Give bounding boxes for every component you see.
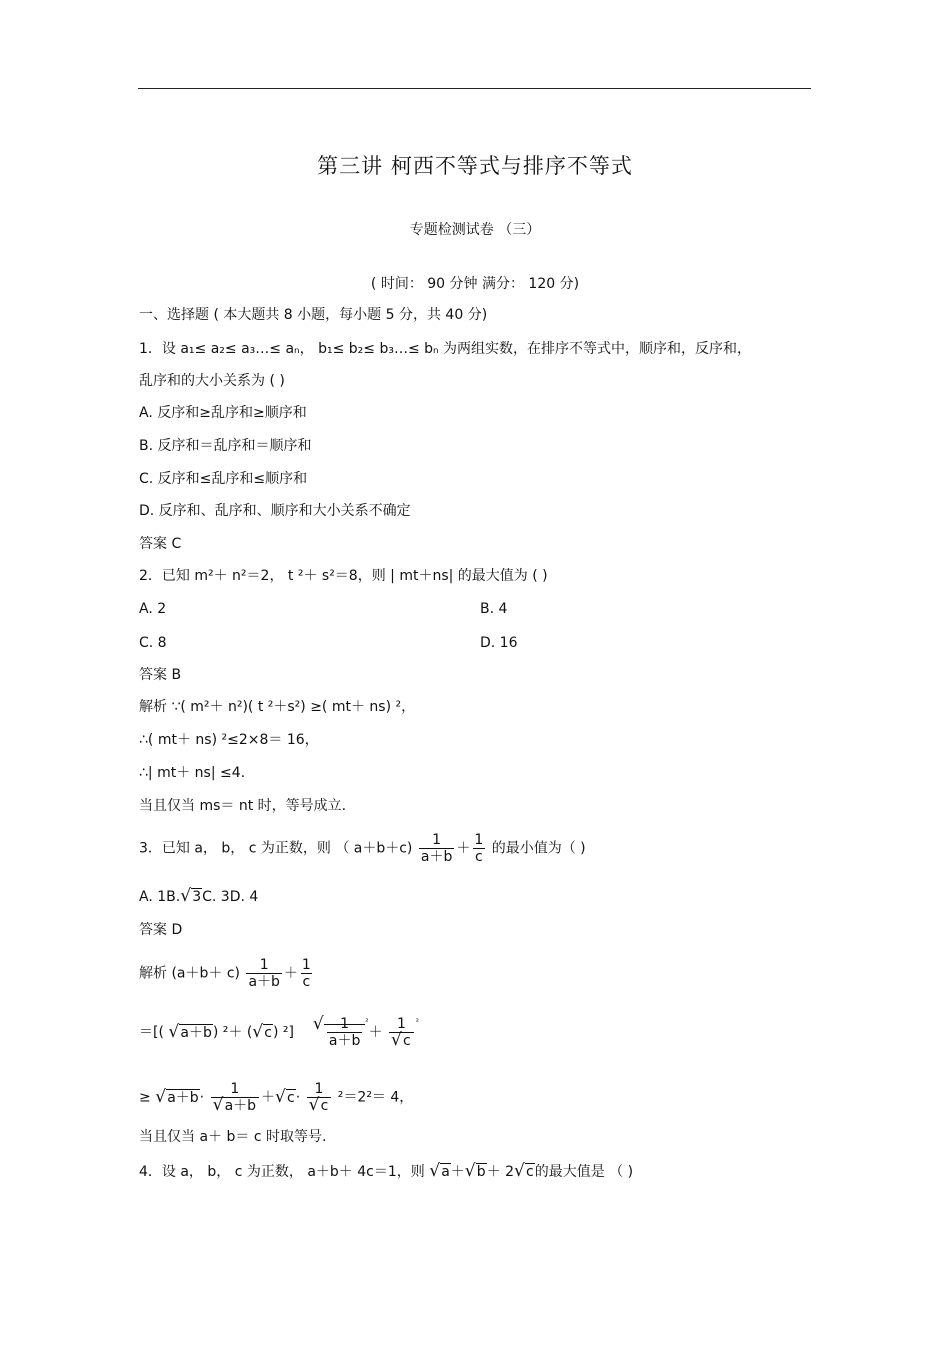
q3-sol3-frac-1-num: 1 xyxy=(230,1081,240,1097)
q3-sol3-frac-2-num: 1 xyxy=(314,1081,324,1097)
q4-sqrt-c-rad: c xyxy=(526,1164,534,1180)
q1-option-b: B. 反序和＝乱序和＝顺序和 xyxy=(139,438,312,454)
q1-stem-line2: 乱序和的大小关系为 ( ) xyxy=(139,373,285,389)
q3-sol3-dot-1: · xyxy=(199,1089,205,1106)
q3-fraction-2-den: c xyxy=(474,849,483,865)
q3-sol2-mid: ) ²＋ ( xyxy=(212,1024,253,1041)
q3-sol3-sqrt-c-rad: c xyxy=(287,1089,295,1106)
header-rule xyxy=(138,88,811,89)
q1-option-d: D. 反序和、乱序和、顺序和大小关系不确定 xyxy=(139,503,411,519)
q3-sol3-result: ²＝2²＝ 4， xyxy=(337,1089,414,1106)
q2-answer: 答案 B xyxy=(139,667,182,683)
q3-solution-end: 当且仅当 a＋ b＝ c 时取等号. xyxy=(139,1129,327,1145)
q4-stem xyxy=(139,1163,633,1181)
q2-stem: 2．已知 m²＋ n²＝2， t ²＋ s²＝8，则 | mt＋ns| 的最大值为 ( ) xyxy=(139,568,548,584)
q2-option-d: D. 16 xyxy=(480,635,518,651)
q3-sol2-sqrt-ab-rad: a＋b xyxy=(180,1024,212,1041)
q4-sqrt-a-rad: a xyxy=(441,1164,450,1180)
q3-sol2-sqrt-c-rad: c xyxy=(264,1024,272,1041)
time-info: ( 时间： 90 分钟 满分： 120 分) xyxy=(370,276,580,292)
q1-stem-line1: 1．设 a₁≤ a₂≤ a₃…≤ aₙ， b₁≤ b₂≤ b₃…≤ bₙ 为两组实数，在排序不等式中，顺序和，反序和， xyxy=(139,341,752,357)
q3-sol3-frac-2-sqrt xyxy=(309,1098,330,1114)
q3-answer: 答案 D xyxy=(139,922,183,938)
q4-stem-tail: 的最大值是 （ ) xyxy=(534,1164,634,1180)
q3-sol3-frac-2-den: c xyxy=(320,1098,329,1114)
q2-solution-2: ∴( mt＋ ns) ²≤2×8＝ 16， xyxy=(139,732,319,748)
q3-fraction-1-den: a＋b xyxy=(420,849,453,865)
q3-sol2-close: ) ²] xyxy=(273,1024,294,1041)
q3-stem-tail: 的最小值为（ ) xyxy=(491,840,586,857)
q3-sol2-sq-1: ² xyxy=(365,1017,369,1026)
q4-sqrt-a xyxy=(429,1163,451,1181)
q2-option-b: B. 4 xyxy=(480,601,508,617)
q3-sqrt-3-rad: 3 xyxy=(192,889,202,905)
q3-sol-plus: ＋ xyxy=(283,965,298,982)
paper-subtitle: 专题检测试卷 （三） xyxy=(409,222,541,238)
q3-sol-frac-1 xyxy=(246,957,281,990)
page-title: 第三讲 柯西不等式与排序不等式 xyxy=(317,154,633,178)
q3-solution-3 xyxy=(139,1081,413,1114)
q3-sol3-frac-1-den: a＋b xyxy=(224,1098,257,1114)
q3-plus: ＋ xyxy=(456,840,471,857)
q1-answer: 答案 C xyxy=(139,536,182,552)
q3-sol3-plus: ＋ xyxy=(261,1089,276,1106)
q4-sqrt-c xyxy=(514,1163,535,1181)
q3-sol-frac-1-num: 1 xyxy=(259,957,269,973)
q3-sol2-lead: ＝[( xyxy=(139,1024,164,1041)
q3-fraction-1-num: 1 xyxy=(432,832,442,848)
q3-sol3-frac-2 xyxy=(307,1081,332,1114)
q3-sol2-big-sqrt xyxy=(313,1016,365,1049)
q3-fraction-2-num: 1 xyxy=(474,832,484,848)
q3-sol2-sqrt-c xyxy=(252,1024,273,1042)
q3-sol3-sqrt-ab xyxy=(155,1089,199,1107)
q3-sol-frac-1-den: a＋b xyxy=(248,974,280,990)
q3-sol3-ge: ≥ xyxy=(139,1089,151,1106)
q3-sol-lead: 解析 (a＋b＋ c) xyxy=(139,965,240,982)
q3-sol2-frac-2-sqrt-c xyxy=(391,1033,412,1049)
q2-solution-4: 当且仅当 ms＝ nt 时，等号成立. xyxy=(139,798,347,814)
q1-option-c: C. 反序和≤乱序和≤顺序和 xyxy=(139,471,308,487)
q3-sol2-sq-2: ² xyxy=(415,1017,419,1026)
q4-sqrt-b xyxy=(465,1163,487,1181)
q2-solution-1: 解析 ∵( m²＋ n²)( t ²＋s²) ≥( mt＋ ns) ²， xyxy=(139,699,416,715)
q3-sol2-frac-2-num: 1 xyxy=(396,1016,406,1032)
q3-sol-frac-2 xyxy=(300,957,313,990)
q3-solution-1 xyxy=(139,957,315,990)
q3-solution-2 xyxy=(139,1016,419,1049)
q3-sol3-frac-1-sqrt xyxy=(213,1098,257,1114)
q3-stem xyxy=(139,832,586,865)
q3-sol2-plus: ＋ xyxy=(368,1024,383,1041)
q3-sol2-frac-1-num: √ 1 xyxy=(340,1016,350,1032)
q3-stem-lead: 3．已知 a， b， c 为正数，则 （ a＋b＋c) xyxy=(139,840,413,857)
q3-sol3-sqrt-ab-rad: a＋b xyxy=(167,1089,199,1106)
q3-sol2-frac-2-den: c xyxy=(403,1033,411,1049)
q4-stem-lead: 4．设 a， b， c 为正数， a＋b＋ 4c＝1，则 xyxy=(139,1164,425,1180)
q1-option-a: A. 反序和≥乱序和≥顺序和 xyxy=(139,405,307,421)
q3-sol2-sqrt-ab xyxy=(168,1024,212,1042)
q3-sol2-frac-1-den: a＋b xyxy=(328,1033,361,1049)
q3-sol-frac-2-den: c xyxy=(302,974,311,990)
q3-fraction-2 xyxy=(472,832,485,865)
q4-plus: ＋ xyxy=(450,1164,465,1180)
q3-sol-frac-2-num: 1 xyxy=(301,957,311,973)
q3-sol3-dot-2: · xyxy=(295,1089,301,1106)
q2-option-a: A. 2 xyxy=(139,601,167,617)
q2-solution-3: ∴| mt＋ ns| ≤4. xyxy=(139,765,246,781)
q3-options xyxy=(139,888,258,906)
q3-sol3-frac-1 xyxy=(211,1081,259,1114)
q3-options-lead: A. 1B. xyxy=(139,889,181,905)
q4-two: ＋ 2 xyxy=(486,1164,515,1180)
section-heading: 一、选择题 ( 本大题共 8 小题，每小题 5 分，共 40 分) xyxy=(139,307,488,323)
q3-sol2-frac-1 xyxy=(327,1016,362,1049)
q3-sol3-sqrt-c xyxy=(275,1089,296,1107)
q2-option-c: C. 8 xyxy=(139,635,167,651)
q3-sqrt-3 xyxy=(180,888,202,906)
q4-sqrt-b-rad: b xyxy=(476,1164,486,1180)
q3-options-tail: C. 3D. 4 xyxy=(202,889,259,905)
q3-fraction-1 xyxy=(419,832,454,865)
q3-sol2-frac-2 xyxy=(389,1016,414,1049)
